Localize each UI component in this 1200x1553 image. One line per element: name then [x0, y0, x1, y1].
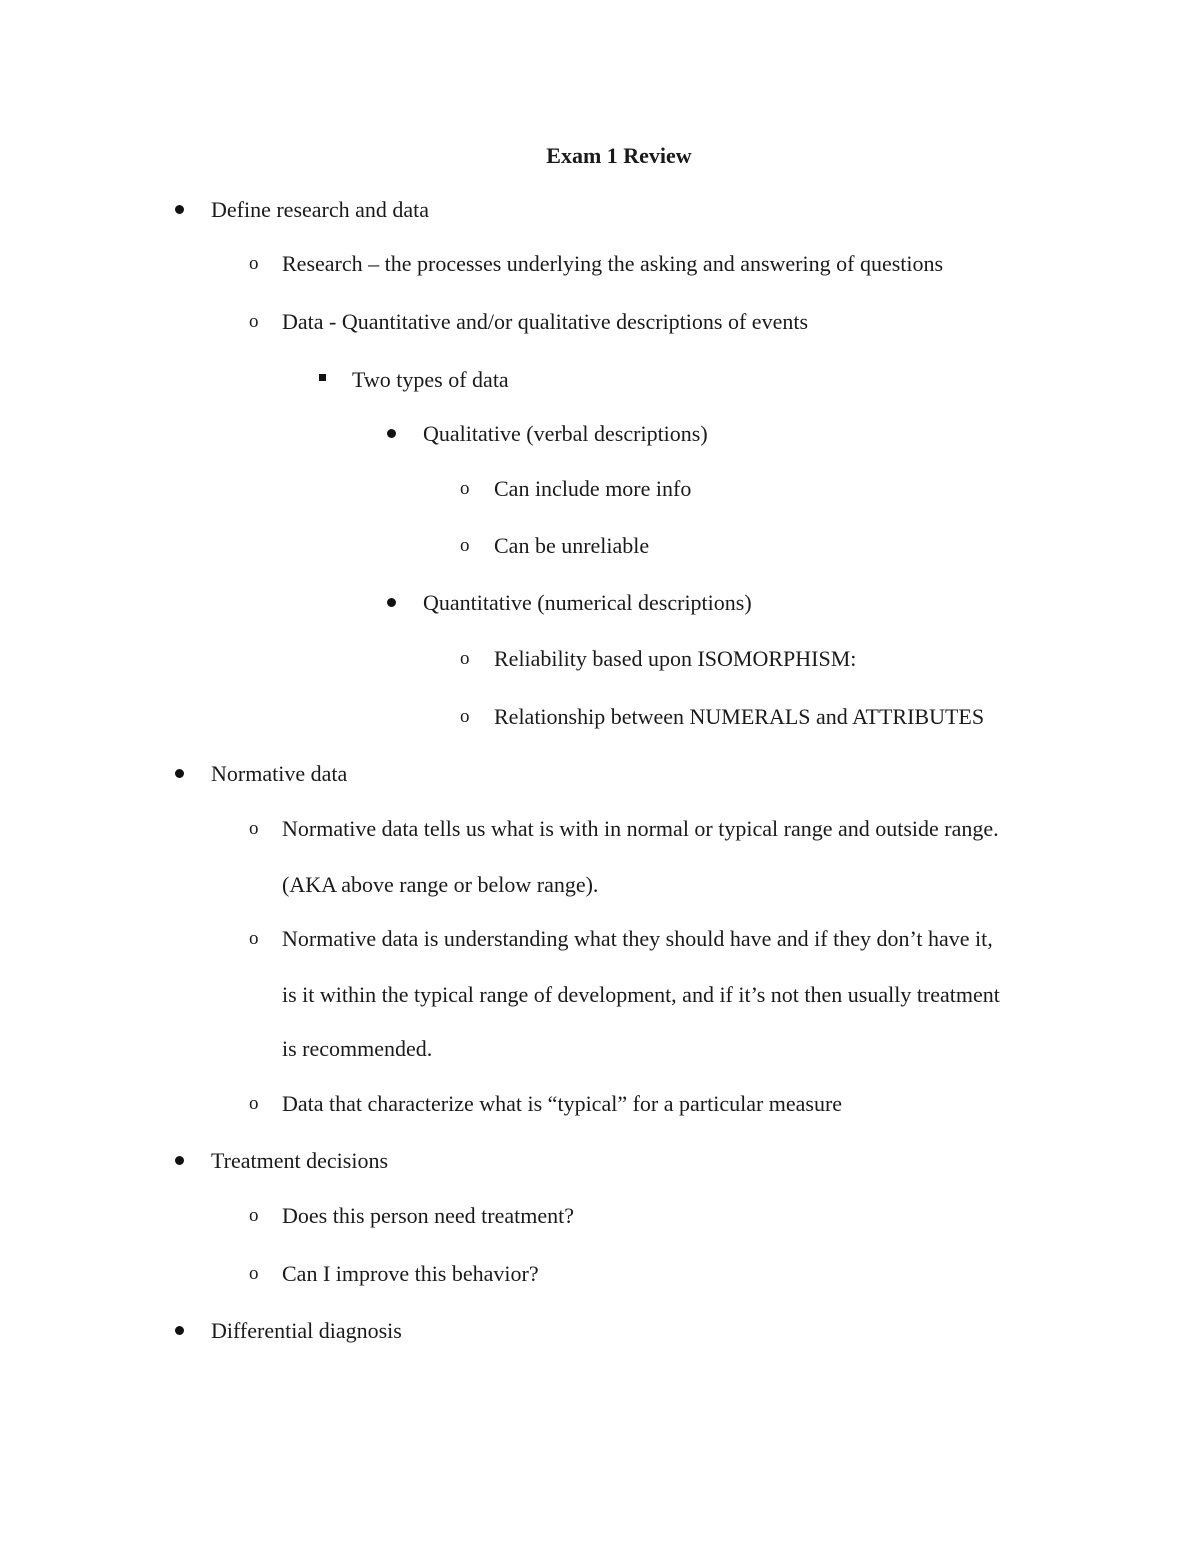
bullet-circle-icon: o: [460, 478, 470, 499]
bullet-circle-icon: o: [249, 928, 259, 949]
list-item-l1: Differential diagnosis: [211, 1318, 402, 1343]
bullet-circle-icon: o: [249, 311, 259, 332]
bullet-dot-icon: [175, 769, 184, 778]
list-item-l5: Reliability based upon ISOMORPHISM:: [494, 646, 857, 671]
bullet-circle-icon: o: [249, 253, 259, 274]
list-item-l2: Can I improve this behavior?: [282, 1261, 539, 1286]
bullet-dot-icon: [175, 1326, 184, 1335]
list-item-l5: Can include more info: [494, 476, 692, 501]
bullet-circle-icon: o: [460, 648, 470, 669]
list-item-l2: Data that characterize what is “typical” for a particular measure: [282, 1091, 843, 1116]
list-item-l2: Research – the processes underlying the asking and answering of questions: [282, 251, 944, 276]
list-item-l5: Can be unreliable: [494, 533, 650, 558]
page-title: Exam 1 Review: [546, 143, 692, 168]
list-item-l3: Two types of data: [352, 367, 509, 392]
list-item-l2-continued: is recommended.: [282, 1036, 433, 1061]
list-item-l2: Data - Quantitative and/or qualitative descriptions of events: [282, 309, 809, 334]
bullet-circle-icon: o: [249, 818, 259, 839]
list-item-l2-continued: (AKA above range or below range).: [282, 872, 599, 897]
bullet-circle-icon: o: [460, 706, 470, 727]
list-item-l1: Treatment decisions: [211, 1148, 388, 1173]
bullet-dot-icon: [175, 1156, 184, 1165]
bullet-circle-icon: o: [249, 1205, 259, 1226]
list-item-l4: Qualitative (verbal descriptions): [423, 421, 708, 446]
bullet-circle-icon: o: [460, 535, 470, 556]
bullet-circle-icon: o: [249, 1093, 259, 1114]
list-item-l2-continued: is it within the typical range of development, and if it’s not then usually treatment: [282, 982, 1000, 1007]
list-item-l5: Relationship between NUMERALS and ATTRIBUTES: [494, 704, 985, 729]
list-item-l1: Define research and data: [211, 197, 430, 222]
list-item-l2: Normative data is understanding what they should have and if they don’t have it,: [282, 926, 993, 951]
bullet-square-icon: [319, 374, 326, 381]
bullet-circle-icon: o: [249, 1263, 259, 1284]
bullet-dot-icon: [175, 205, 184, 214]
list-item-l1: Normative data: [211, 761, 348, 786]
bullet-dot-icon: [387, 598, 396, 607]
list-item-l4: Quantitative (numerical descriptions): [423, 590, 752, 615]
bullet-dot-icon: [387, 429, 396, 438]
list-item-l2: Does this person need treatment?: [282, 1203, 575, 1228]
list-item-l2: Normative data tells us what is with in normal or typical range and outside range.: [282, 816, 999, 841]
